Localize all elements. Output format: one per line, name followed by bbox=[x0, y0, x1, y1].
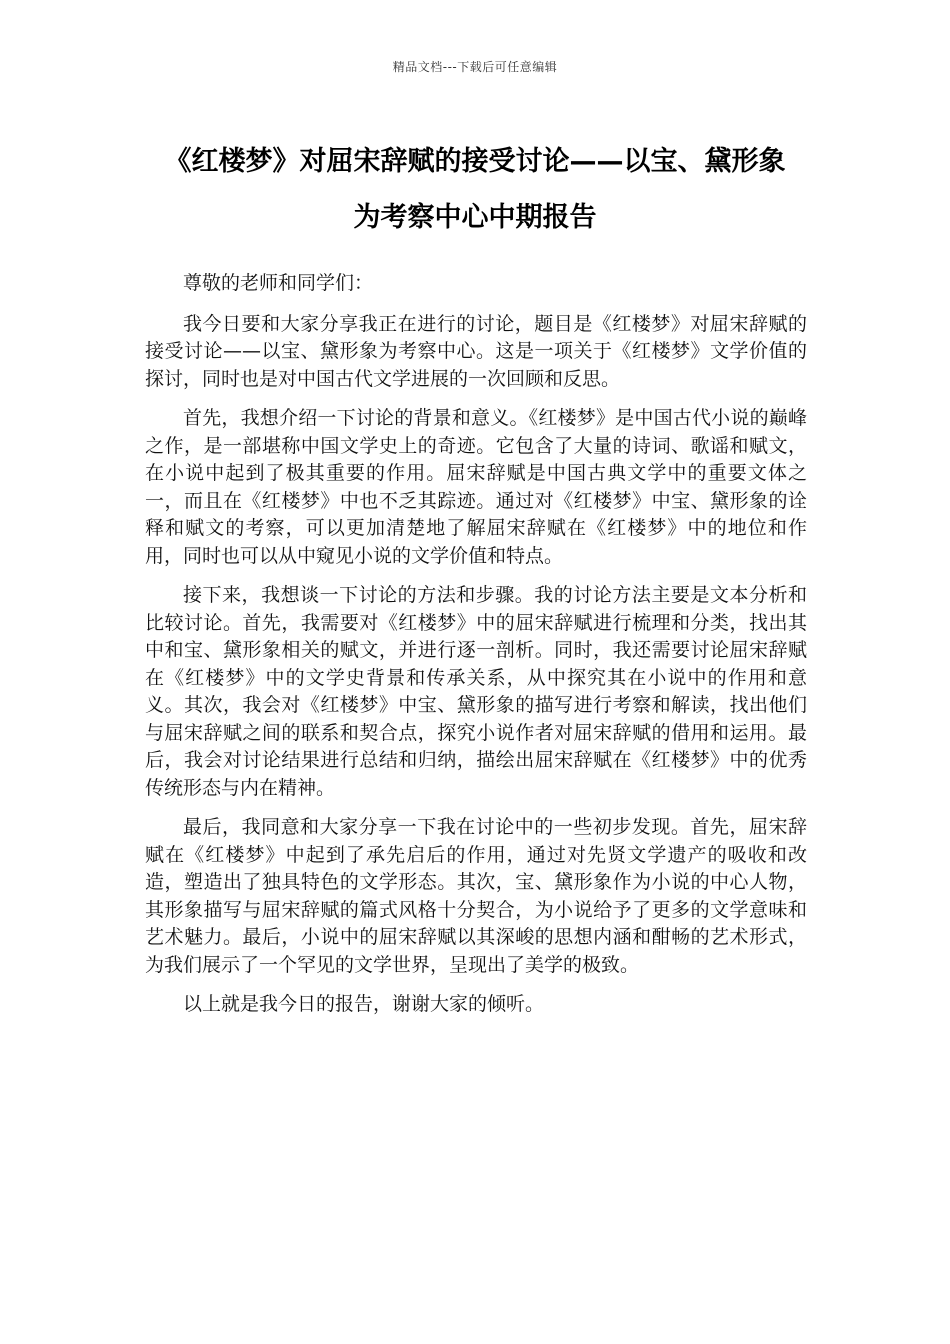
title-line-1: 《红楼梦》对屈宋辞赋的接受讨论——以宝、黛形象 bbox=[164, 146, 786, 177]
paragraph-background: 首先，我想介绍一下讨论的背景和意义。《红楼梦》是中国古代小说的巅峰之作，是一部堪称中国文学史上的奇迹。它包含了大量的诗词、歌谣和赋文，在小说中起到了极其重要的作用。屈宋辞赋是中国古典文学中的重要文体之一，而且在《红楼梦》中也不乏其踪迹。通过对《红楼梦》中宝、黛形象的诠释和赋文的考察，可以更加清楚地了解屈宋辞赋在《红楼梦》中的地位和作用，同时也可以从中窥见小说的文学价值和特点。 bbox=[145, 407, 807, 567]
header-note: 精品文档---下载后可任意编辑 bbox=[392, 60, 558, 74]
document-body bbox=[145, 270, 807, 1031]
title-line-2: 为考察中心中期报告 bbox=[353, 202, 597, 233]
greeting-paragraph: 尊敬的老师和同学们： bbox=[183, 272, 374, 294]
document-title bbox=[100, 134, 850, 246]
paragraph-closing: 以上就是我今日的报告，谢谢大家的倾听。 bbox=[183, 993, 545, 1015]
paragraph-intro: 我今日要和大家分享我正在进行的讨论，题目是《红楼梦》对屈宋辞赋的接受讨论——以宝、黛形象为考察中心。这是一项关于《红楼梦》文学价值的探讨，同时也是对中国古代文学进展的一次回顾和反思。 bbox=[145, 312, 807, 390]
paragraph-method: 接下来，我想谈一下讨论的方法和步骤。我的讨论方法主要是文本分析和比较讨论。首先，我需要对《红楼梦》中的屈宋辞赋进行梳理和分类，找出其中和宝、黛形象相关的赋文，并进行逐一剖析。同时，我还需要讨论屈宋辞赋在《红楼梦》中的文学史背景和传承关系，从中探究其在小说中的作用和意义。其次，我会对《红楼梦》中宝、黛形象的描写进行考察和解读，找出他们与屈宋辞赋之间的联系和契合点，探究小说作者对屈宋辞赋的借用和运用。最后，我会对讨论结果进行总结和归纳，描绘出屈宋辞赋在《红楼梦》中的优秀传统形态与内在精神。 bbox=[145, 584, 807, 799]
paragraph-findings: 最后，我同意和大家分享一下我在讨论中的一些初步发现。首先，屈宋辞赋在《红楼梦》中起到了承先启后的作用，通过对先贤文学遗产的吸收和改造，塑造出了独具特色的文学形态。其次，宝、黛形象作为小说的中心人物，其形象描写与屈宋辞赋的篇式风格十分契合，为小说给予了更多的文学意味和艺术魅力。最后，小说中的屈宋辞赋以其深峻的思想内涵和酣畅的艺术形式，为我们展示了一个罕见的文学世界，呈现出了美学的极致。 bbox=[145, 816, 807, 976]
